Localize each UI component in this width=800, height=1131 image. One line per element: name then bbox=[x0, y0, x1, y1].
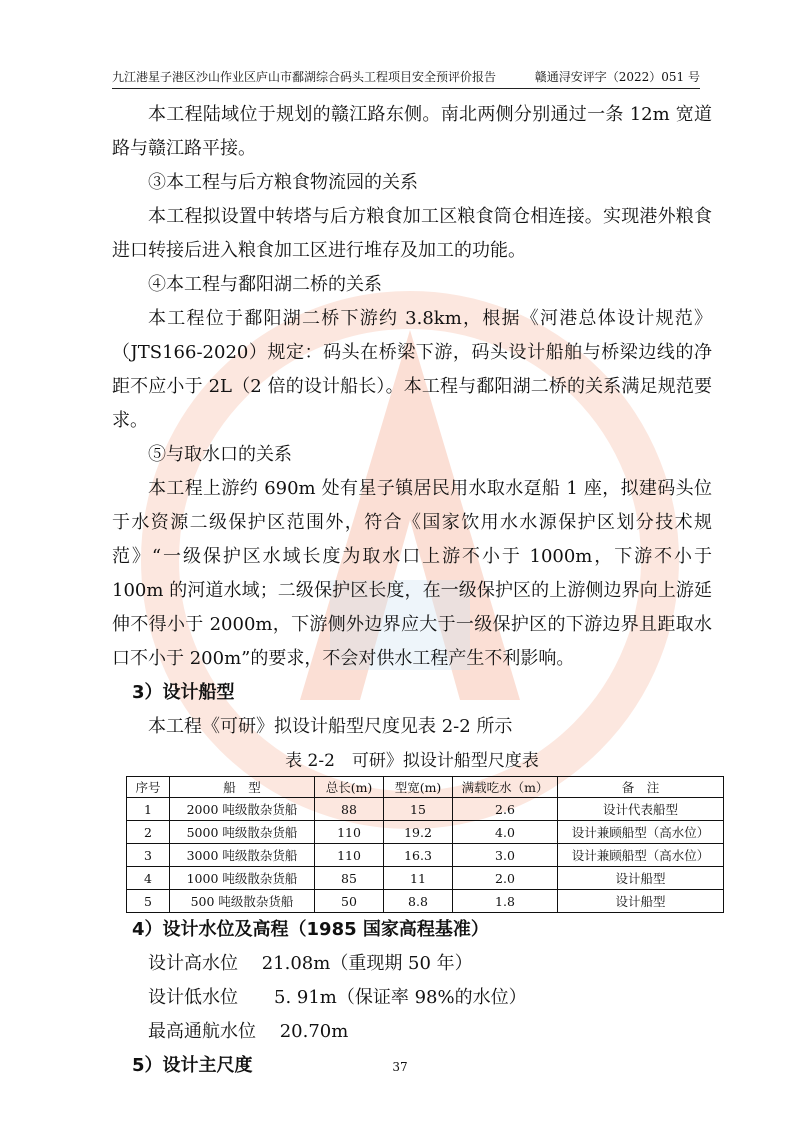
table-cell: 3000 吨级散杂货船 bbox=[170, 844, 315, 867]
subheading: ③本工程与后方粮食物流园的关系 bbox=[148, 172, 418, 193]
section-heading: 4）设计水位及高程（1985 国家高程基准） bbox=[132, 919, 489, 940]
paragraph: 本工程《可研》拟设计船型尺度见表 2-2 所示 bbox=[148, 716, 513, 737]
table-cell: 5 bbox=[127, 890, 170, 913]
table-cell: 110 bbox=[315, 821, 384, 844]
document-body bbox=[112, 98, 712, 1083]
subheading: ④本工程与鄱阳湖二桥的关系 bbox=[148, 274, 382, 295]
table-cell: 500 吨级散杂货船 bbox=[170, 890, 315, 913]
paragraph: 本工程陆域位于规划的赣江路东侧。南北两侧分别通过一条 12m 宽道路与赣江路平接。 bbox=[112, 104, 712, 159]
header-title: 九江港星子港区沙山作业区庐山市鄱湖综合码头工程项目安全预评价报告 bbox=[112, 70, 497, 84]
table-caption: 表 2-2 可研》拟设计船型尺度表 bbox=[285, 751, 539, 771]
table-cell: 设计船型 bbox=[558, 890, 724, 913]
table-cell: 设计兼顾船型（高水位） bbox=[558, 844, 724, 867]
list-item: 设计低水位 5. 91m（保证率 98%的水位） bbox=[148, 987, 527, 1008]
header-cell: 型宽(m) bbox=[384, 777, 453, 798]
page-header bbox=[112, 68, 700, 89]
table-cell: 19.2 bbox=[384, 821, 453, 844]
table-cell: 2.0 bbox=[453, 867, 558, 890]
table-cell: 1000 吨级散杂货船 bbox=[170, 867, 315, 890]
table-cell: 2000 吨级散杂货船 bbox=[170, 798, 315, 821]
table-cell: 设计代表船型 bbox=[558, 798, 724, 821]
header-cell: 船 型 bbox=[170, 777, 315, 798]
table-cell: 16.3 bbox=[384, 844, 453, 867]
table-cell: 5000 吨级散杂货船 bbox=[170, 821, 315, 844]
table-cell: 50 bbox=[315, 890, 384, 913]
header-cell: 总长(m) bbox=[315, 777, 384, 798]
table-row bbox=[127, 821, 724, 844]
table-cell: 110 bbox=[315, 844, 384, 867]
header-doc-number: 赣通浔安评字（2022）051 号 bbox=[534, 70, 700, 84]
page-number: 37 bbox=[392, 1060, 408, 1074]
table-cell: 设计兼顾船型（高水位） bbox=[558, 821, 724, 844]
table-cell: 3.0 bbox=[453, 844, 558, 867]
table-cell: 85 bbox=[315, 867, 384, 890]
subheading: ⑤与取水口的关系 bbox=[148, 444, 292, 465]
header-cell: 满载吃水（m） bbox=[453, 777, 558, 798]
section-heading: 5）设计主尺度 bbox=[132, 1055, 253, 1076]
table-row bbox=[127, 890, 724, 913]
table-cell: 8.8 bbox=[384, 890, 453, 913]
table-cell: 1.8 bbox=[453, 890, 558, 913]
header-cell: 序号 bbox=[127, 777, 170, 798]
table-cell: 2 bbox=[127, 821, 170, 844]
table-row bbox=[127, 844, 724, 867]
table-cell: 3 bbox=[127, 844, 170, 867]
table-cell: 4 bbox=[127, 867, 170, 890]
header-cell: 备 注 bbox=[558, 777, 724, 798]
table-cell: 11 bbox=[384, 867, 453, 890]
table-row bbox=[127, 867, 724, 890]
table-header-row bbox=[127, 777, 724, 798]
table-row bbox=[127, 798, 724, 821]
ship-dimension-table bbox=[126, 776, 724, 913]
section-heading: 3）设计船型 bbox=[132, 682, 235, 703]
table-cell: 4.0 bbox=[453, 821, 558, 844]
list-item: 最高通航水位 20.70m bbox=[148, 1021, 349, 1042]
table-cell: 设计船型 bbox=[558, 867, 724, 890]
paragraph: 本工程位于鄱阳湖二桥下游约 3.8km，根据《河港总体设计规范》（JTS166-2020）规定：码头在桥梁下游，码头设计船舶与桥梁边线的净距不应小于 2L（2 倍的设计船长）。本工程与鄱阳湖二桥的关系满足规范要求。 bbox=[112, 308, 712, 431]
table-cell: 1 bbox=[127, 798, 170, 821]
paragraph: 本工程上游约 690m 处有星子镇居民用水取水趸船 1 座，拟建码头位于水资源二级保护区范围外，符合《国家饮用水水源保护区划分技术规范》“一级保护区水域长度为取水口上游不小于 1000m，下游不小于 100m 的河道水域；二级保护区长度，在一级保护区的上游侧边界向上游延伸不得小于 2000m，下游侧外边界应大于一级保护区的下游边界且距取水口不小于 200m”的要求，不会对供水工程产生不利影响。 bbox=[112, 478, 712, 669]
water-level-list bbox=[112, 947, 712, 1049]
list-item: 设计高水位 21.08m（重现期 50 年） bbox=[148, 953, 473, 974]
table-cell: 88 bbox=[315, 798, 384, 821]
table-cell: 2.6 bbox=[453, 798, 558, 821]
paragraph: 本工程拟设置中转塔与后方粮食加工区粮食筒仓相连接。实现港外粮食进口转接后进入粮食加工区进行堆存及加工的功能。 bbox=[112, 206, 712, 261]
table-cell: 15 bbox=[384, 798, 453, 821]
